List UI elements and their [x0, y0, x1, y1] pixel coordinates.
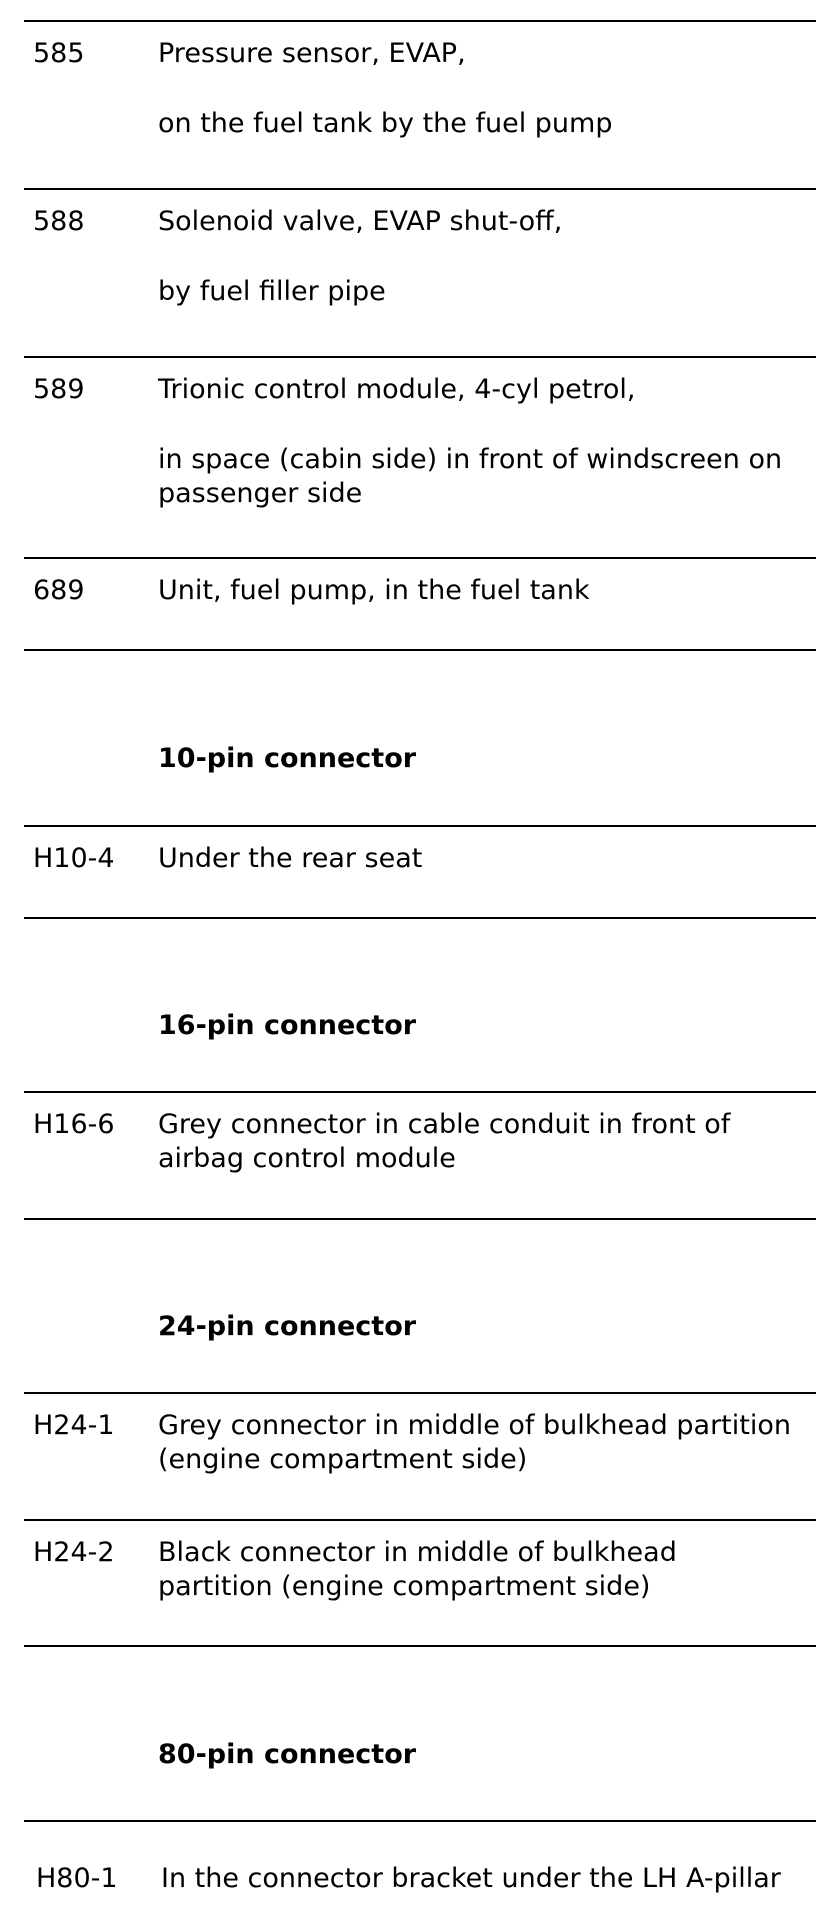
section-heading: 16-pin connector — [158, 1010, 417, 1041]
section-heading: 80-pin connector — [158, 1739, 417, 1770]
component-description: Unit, fuel pump, in the fuel tank — [158, 575, 590, 606]
divider — [24, 1218, 816, 1220]
component-code: 585 — [33, 38, 85, 69]
connector-code: H16-6 — [33, 1109, 115, 1140]
component-location: in space (cabin side) in front of windscreen on passenger side — [158, 444, 783, 509]
section-heading: 10-pin connector — [158, 743, 417, 774]
connector-location: Grey connector in middle of bulkhead partition (engine compartment side) — [158, 1410, 791, 1475]
connector-location: Under the rear seat — [158, 843, 423, 874]
component-code: 589 — [33, 374, 85, 405]
component-code: 689 — [33, 575, 85, 606]
component-code: 588 — [33, 206, 85, 237]
divider — [24, 1392, 816, 1394]
component-location: on the fuel tank by the fuel pump — [158, 108, 613, 139]
component-description: Trionic control module, 4-cyl petrol, — [158, 374, 636, 405]
divider — [24, 1820, 816, 1822]
component-description: Solenoid valve, EVAP shut-off, — [158, 206, 563, 237]
divider — [24, 649, 816, 651]
divider — [24, 20, 816, 22]
divider — [24, 825, 816, 827]
connector-code: H24-2 — [33, 1537, 115, 1568]
connector-location: Grey connector in cable conduit in front of airbag control module — [158, 1109, 731, 1174]
connector-location: Black connector in middle of bulkhead partition (engine compartment side) — [158, 1537, 677, 1602]
divider — [24, 188, 816, 190]
connector-code: H80-1 — [36, 1863, 118, 1894]
component-description: Pressure sensor, EVAP, — [158, 38, 466, 69]
divider — [24, 557, 816, 559]
component-location: by fuel filler pipe — [158, 276, 386, 307]
divider — [24, 1091, 816, 1093]
divider — [24, 1519, 816, 1521]
divider — [24, 1645, 816, 1647]
section-heading: 24-pin connector — [158, 1311, 417, 1342]
connector-code: H24-1 — [33, 1410, 115, 1441]
connector-code: H10-4 — [33, 843, 115, 874]
divider — [24, 356, 816, 358]
divider — [24, 917, 816, 919]
connector-location: In the connector bracket under the LH A-pillar — [161, 1863, 781, 1894]
